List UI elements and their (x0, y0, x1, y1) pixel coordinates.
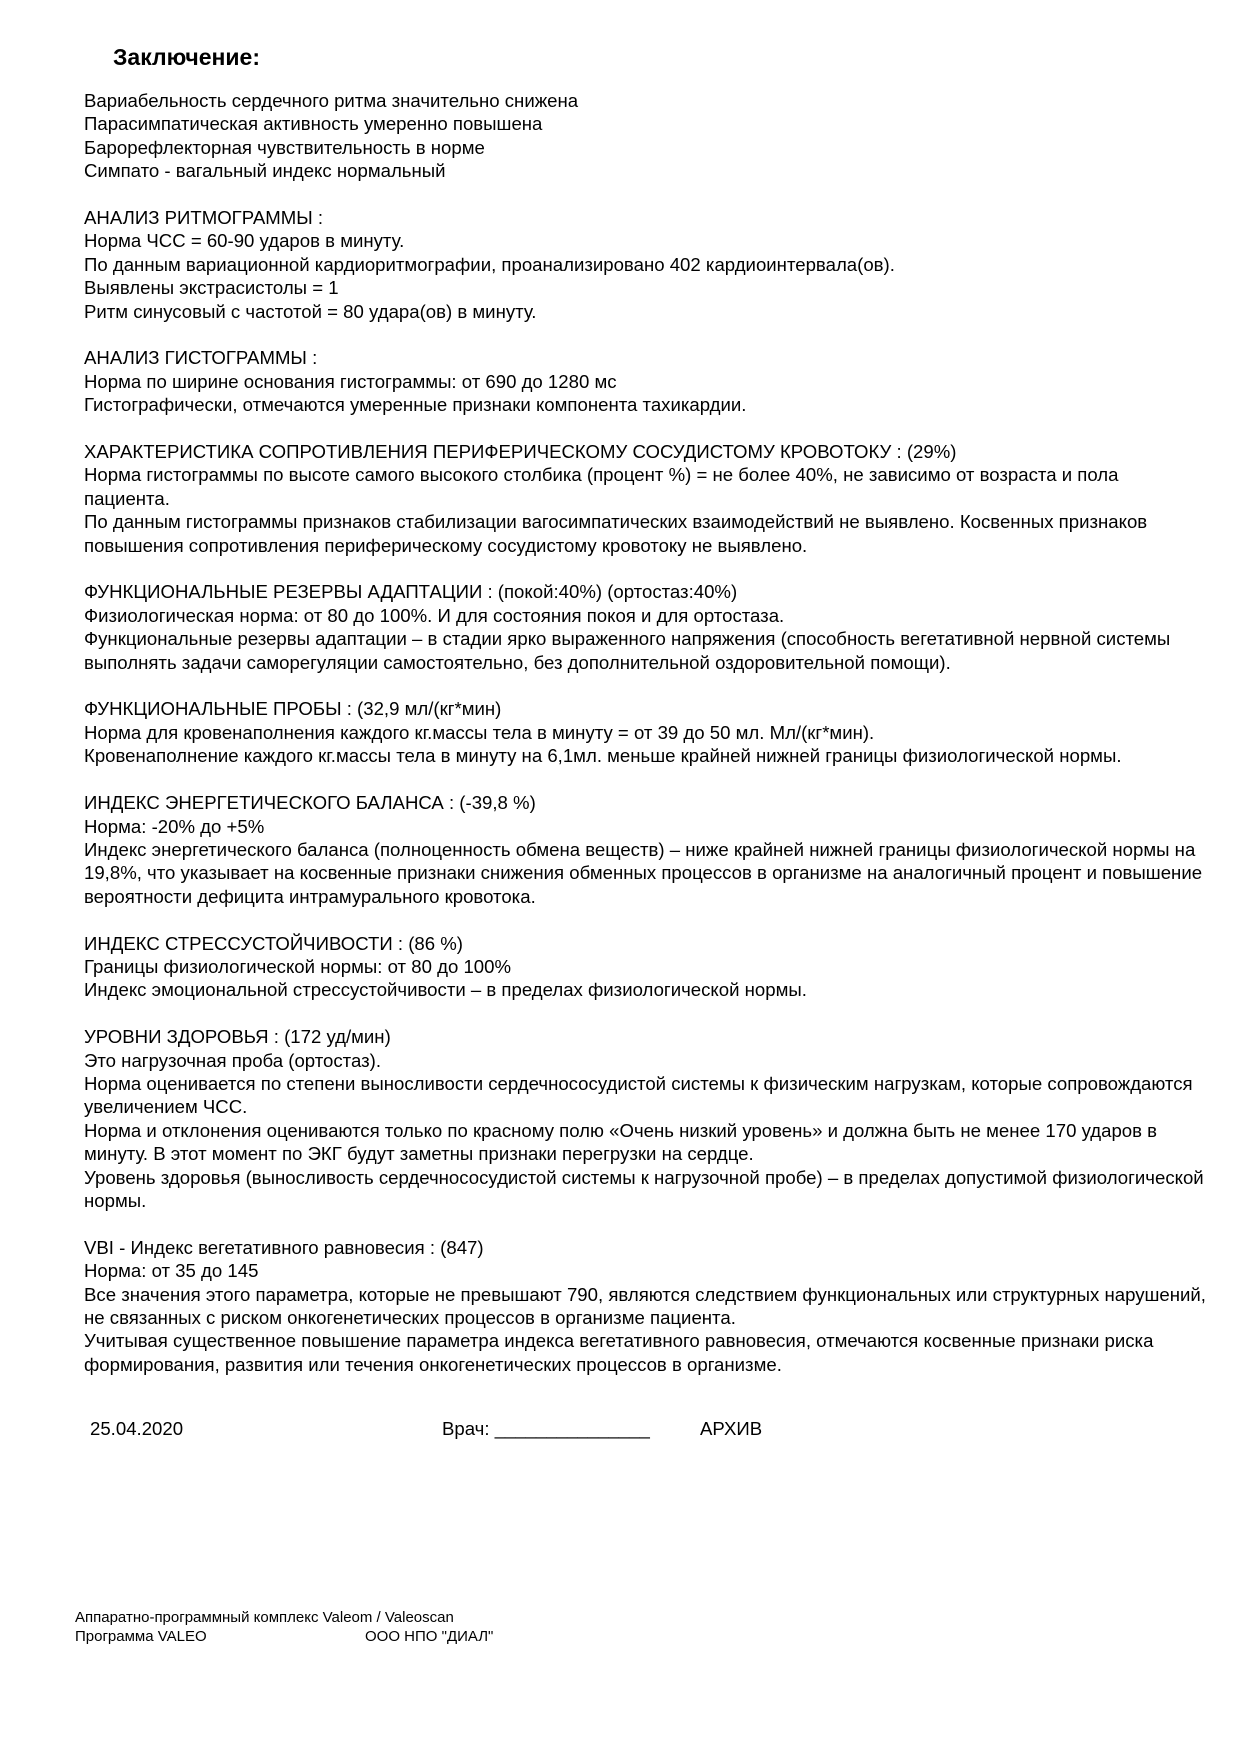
page-title: Заключение: (113, 44, 260, 70)
resistance-section (84, 440, 1209, 557)
section-text: Границы физиологической нормы: от 80 до 100% (84, 955, 512, 977)
section-text: Норма ЧСС = 60-90 ударов в минуту. (84, 230, 405, 252)
section-text: Ритм синусовый с частотой = 80 удара(ов) в минуту. (84, 300, 537, 322)
section-text: Все значения этого параметра, которые не превышают 790, являются следствием функциональных или структурных нарушений, не связанных с риском онкогенетических процессов в организме пациента. (84, 1283, 1206, 1328)
section-text: Норма: от 35 до 145 (84, 1260, 259, 1282)
section-text: Функциональные резервы адаптации – в стадии ярко выраженного напряжения (способность вегетативной нервной системы выполнять задачи саморегуляции самостоятельно, без дополнительной оздоровительной помощи). (84, 628, 1171, 673)
section-text: Выявлены экстрасистолы = 1 (84, 277, 339, 299)
adaptation-section (84, 580, 1209, 674)
doctor-signature: Врач: _______________ (442, 1418, 650, 1439)
section-text: Это нагрузочная проба (ортостаз). (84, 1049, 381, 1071)
summary-line: Парасимпатическая активность умеренно повышена (84, 113, 543, 135)
section-text: Физиологическая норма: от 80 до 100%. И для состояния покоя и для ортостаза. (84, 604, 785, 626)
section-heading: УРОВНИ ЗДОРОВЬЯ : (172 уд/мин) (84, 1026, 391, 1048)
section-text: Норма и отклонения оцениваются только по красному полю «Очень низкий уровень» и должна быть не менее 170 ударов в минуту. В этот момент по ЭКГ будут заметны признаки перегрузки на сердце. (84, 1119, 1158, 1165)
section-heading: ФУНКЦИОНАЛЬНЫЕ ПРОБЫ : (32,9 мл/(кг*мин) (84, 698, 502, 720)
section-text: Норма для кровенаполнения каждого кг.массы тела в минуту = от 39 до 50 мл. Мл/(кг*мин). (84, 721, 875, 743)
vbi-section (84, 1236, 1209, 1376)
footer-program: Программа VALEO (75, 1628, 207, 1645)
section-text: Норма оценивается по степени выносливости сердечнососудистой системы к физическим нагрузкам, которые сопровождаются увеличением ЧСС. (84, 1072, 1193, 1118)
section-text: Уровень здоровья (выносливость сердечнососудистой системы к нагрузочной пробе) – в пределах допустимой физиологической нормы. (84, 1166, 1204, 1211)
stress-section (84, 932, 1209, 1002)
section-heading: VBI - Индекс вегетативного равновесия : (847) (84, 1236, 484, 1258)
report-body (84, 89, 1209, 1400)
summary-line: Барорефлекторная чувствительность в норме (84, 136, 485, 158)
summary-line: Симпато - вагальный индекс нормальный (84, 160, 446, 182)
section-heading: ФУНКЦИОНАЛЬНЫЕ РЕЗЕРВЫ АДАПТАЦИИ : (покой:40%) (ортостаз:40%) (84, 581, 738, 603)
section-text: Индекс энергетического баланса (полноценность обмена веществ) – ниже крайней нижней границы физиологической нормы на 19,8%, что указывает на косвенные признаки снижения обменных процессов в организме на аналогичный процент и повышение вероятности дефицита интрамурального кровотока. (84, 838, 1203, 907)
section-heading: АНАЛИЗ РИТМОГРАММЫ : (84, 207, 324, 229)
signature-row (0, 1417, 1240, 1441)
footer-complex: Аппаратно-программный комплекс Valeom / Valeoscan (75, 1609, 454, 1626)
footer-organization: ООО НПО "ДИАЛ" (365, 1628, 494, 1645)
section-text: Индекс эмоциональной стрессустойчивости – в пределах физиологической нормы. (84, 979, 807, 1001)
energy-section (84, 791, 1209, 908)
section-heading: ИНДЕКС СТРЕССУСТОЙЧИВОСТИ : (86 %) (84, 932, 463, 954)
section-text: По данным вариационной кардиоритмографии, проанализировано 402 кардиоинтервала(ов). (84, 253, 895, 275)
report-date: 25.04.2020 (90, 1418, 184, 1439)
section-text: Норма: -20% до +5% (84, 815, 265, 837)
section-text: Норма по ширине основания гистограммы: от 690 до 1280 мс (84, 370, 617, 392)
section-text: По данным гистограммы признаков стабилизации вагосимпатических взаимодействий не выявлено. Косвенных признаков повышения сопротивления периферическому сосудистому кровотоку не выявлено. (84, 511, 1148, 556)
footer-program-row (75, 1627, 494, 1646)
section-heading: ИНДЕКС ЭНЕРГЕТИЧЕСКОГО БАЛАНСА : (-39,8 %) (84, 792, 536, 814)
summary-block (84, 89, 1209, 183)
archive-label: АРХИВ (700, 1418, 763, 1439)
rhythmogram-section (84, 206, 1209, 323)
section-text: Учитывая существенное повышение параметра индекса вегетативного равновесия, отмечаются косвенные признаки риска формирования, развития или течения онкогенетических процессов в организме. (84, 1330, 1154, 1375)
section-heading: ХАРАКТЕРИСТИКА СОПРОТИВЛЕНИЯ ПЕРИФЕРИЧЕСКОМУ СОСУДИСТОМУ КРОВОТОКУ : (29%) (84, 441, 957, 463)
histogram-section (84, 346, 1209, 416)
probes-section (84, 697, 1209, 767)
health-section (84, 1025, 1209, 1212)
section-heading: АНАЛИЗ ГИСТОГРАММЫ : (84, 347, 318, 369)
section-text: Гистографически, отмечаются умеренные признаки компонента тахикардии. (84, 394, 747, 416)
section-text: Кровенаполнение каждого кг.массы тела в минуту на 6,1мл. меньше крайней нижней границы физиологической нормы. (84, 745, 1122, 767)
section-text: Норма гистограммы по высоте самого высокого столбика (процент %) = не более 40%, не зависимо от возраста и пола пациента. (84, 464, 1119, 509)
summary-line: Вариабельность сердечного ритма значительно снижена (84, 90, 579, 111)
footer (75, 1608, 494, 1646)
